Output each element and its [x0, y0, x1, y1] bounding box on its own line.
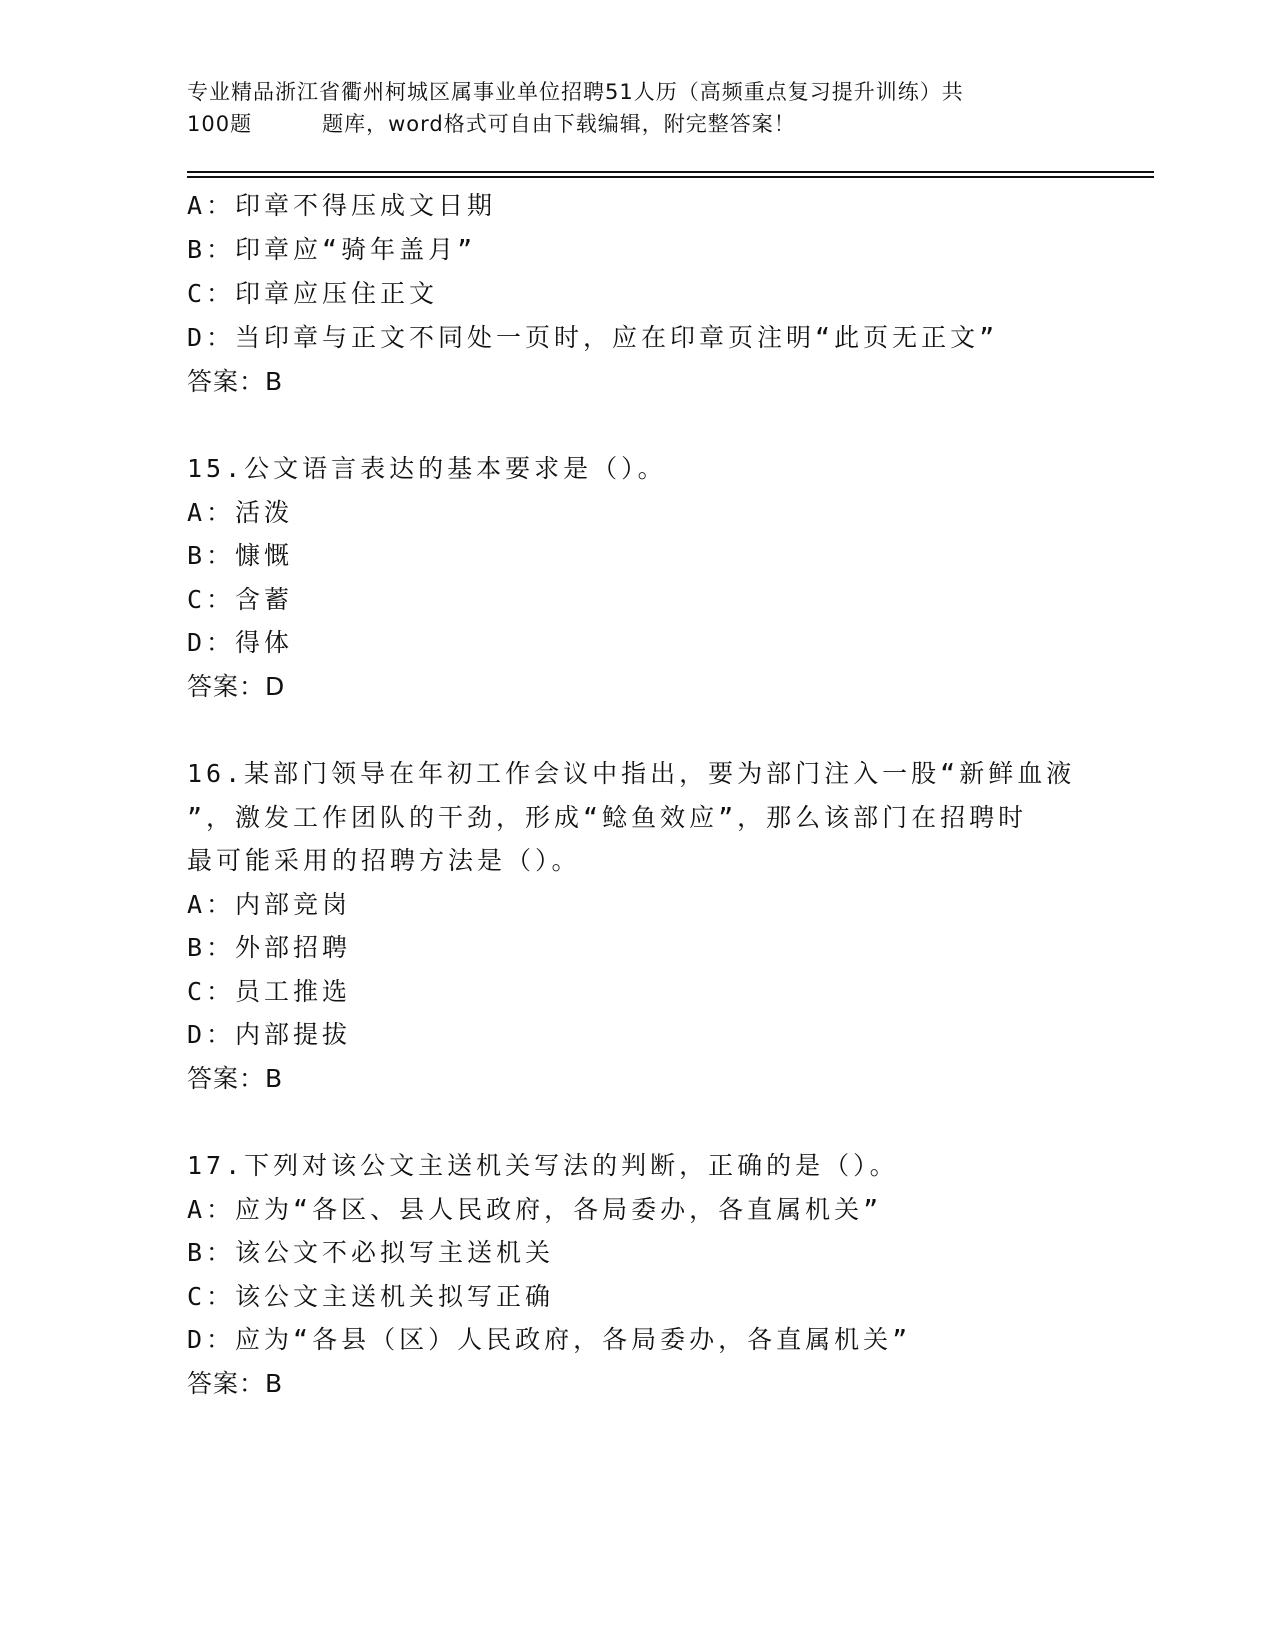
q17-option-b: B：该公文不必拟写主送机关: [187, 1238, 555, 1267]
q15-answer: 答案：D: [187, 672, 286, 701]
q16-stem-line-1: 16.某部门领导在年初工作会议中指出，要为部门注入一股“新鲜血液: [187, 759, 1076, 788]
q14-option-b: B：印章应“骑年盖月”: [187, 235, 477, 264]
q15-option-c: C：含蓄: [187, 585, 294, 614]
q16-stem-line-2: ”，激发工作团队的干劲，形成“鲶鱼效应”，那么该部门在招聘时: [187, 803, 1028, 832]
q17-option-c: C：该公文主送机关拟写正确: [187, 1282, 555, 1311]
q16-option-b: B：外部招聘: [187, 933, 352, 962]
header-question-count: 100题: [187, 112, 253, 136]
q17-option-d: D：应为“各县（区）人民政府，各局委办，各直属机关”: [187, 1325, 912, 1354]
header-line-1: 专业精品浙江省衢州柯城区属事业单位招聘51人历（高频重点复习提升训练）共: [187, 80, 964, 104]
header-line-2: [187, 108, 1087, 140]
q15-option-d: D：得体: [187, 628, 294, 657]
q15-stem: 15.公文语言表达的基本要求是（）。: [187, 454, 667, 483]
q16-option-d: D：内部提拔: [187, 1020, 352, 1049]
q14-answer: 答案：B: [187, 367, 284, 396]
q16-option-a: A：内部竞岗: [187, 890, 352, 919]
q16-stem-line-3: 最可能采用的招聘方法是（）。: [187, 846, 581, 875]
q17-answer: 答案：B: [187, 1369, 284, 1398]
header-description: 题库，word格式可自由下载编辑，附完整答案！: [322, 112, 796, 136]
header-rule-top: [187, 171, 1154, 173]
document-header: [187, 76, 1087, 140]
q15-option-b: B：慷慨: [187, 541, 294, 570]
q16-answer: 答案：B: [187, 1064, 284, 1093]
q15-option-a: A：活泼: [187, 498, 294, 527]
q17-stem: 17.下列对该公文主送机关写法的判断，正确的是（）。: [187, 1151, 899, 1180]
q17-option-a: A：应为“各区、县人民政府，各局委办，各直属机关”: [187, 1195, 883, 1224]
q14-option-c: C：印章应压住正文: [187, 279, 439, 308]
header-rule-bottom: [187, 176, 1154, 178]
q16-option-c: C：员工推选: [187, 977, 352, 1006]
q14-option-d: D：当印章与正文不同处一页时，应在印章页注明“此页无正文”: [187, 323, 999, 352]
q14-option-a: A：印章不得压成文日期: [187, 191, 497, 220]
